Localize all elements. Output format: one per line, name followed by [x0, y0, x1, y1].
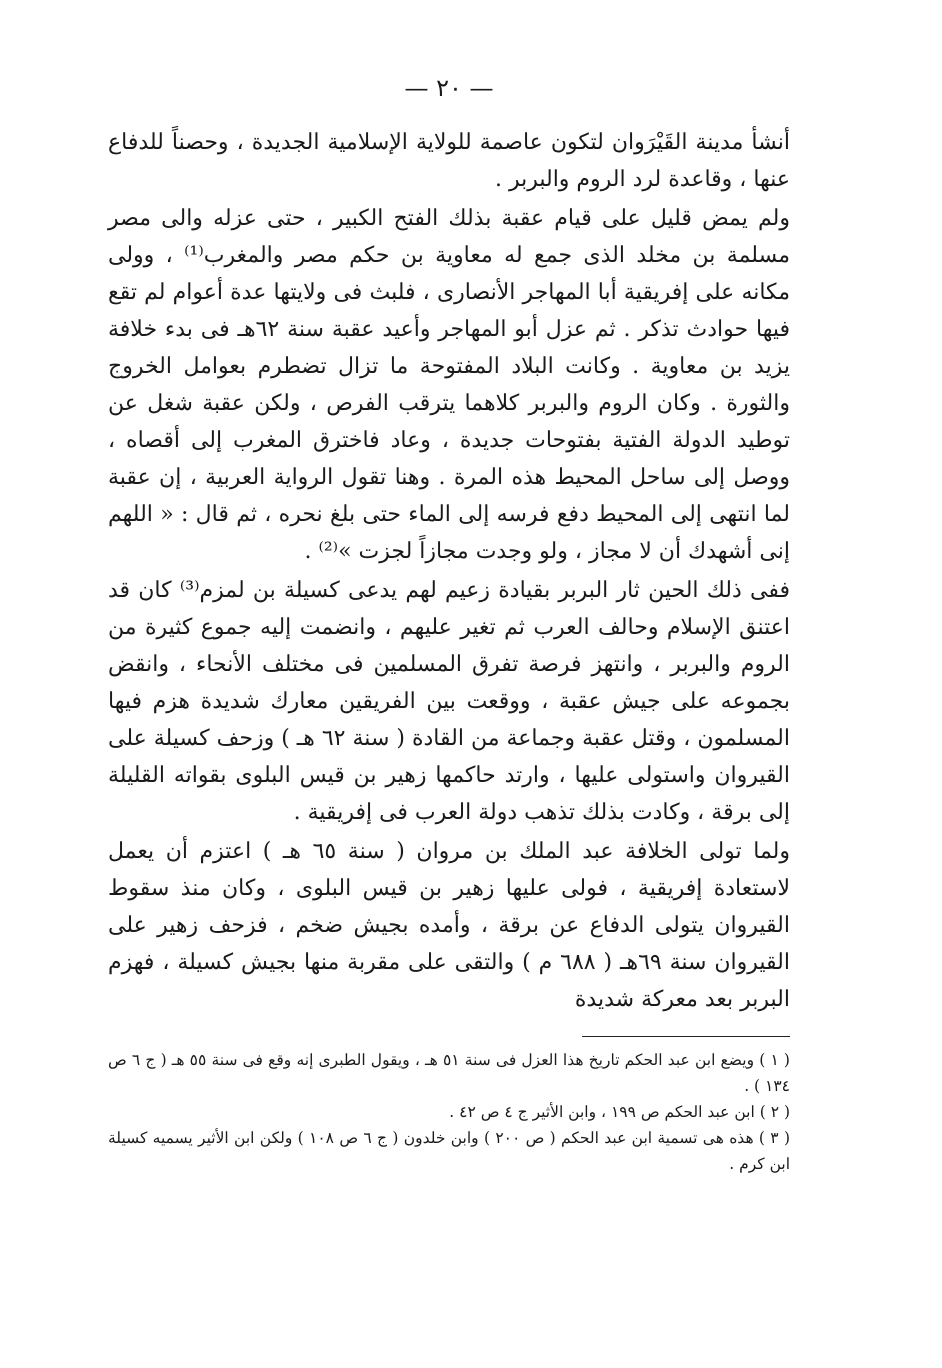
paragraph: ولم يمض قليل على قيام عقبة بذلك الفتح الكبير ، حتى عزله والى مصر مسلمة بن مخلد الذى جمع له معاوية بن حكم مصر والمغرب⁽¹⁾ ، وولى مكانه على إفريقية أبا المهاجر الأنصارى ، فلبث فى ولايتها عدة أعوام لم تقع فيها حوادث تذكر . ثم عزل أبو المهاجر وأعيد عقبة سنة ٦٢هـ فى بدء خلافة يزيد بن معاوية . وكانت البلاد المفتوحة ما تزال تضطرم بعوامل الخروج والثورة . وكان الروم والبربر كلاهما يترقب الفرص ، ولكن عقبة شغل عن توطيد الدولة الفتية بفتوحات جديدة ، وعاد فاخترق المغرب إلى أقصاه ، ووصل إلى ساحل المحيط هذه المرة . وهنا تقول الرواية العربية ، إن عقبة لما انتهى إلى المحيط دفع فرسه إلى الماء حتى بلغ نحره ، ثم قال : « اللهم إنى أشهدك أن لا مجاز ، ولو وجدت مجازاً لجزت »⁽²⁾ .: [108, 206, 791, 564]
body-text: [108, 124, 790, 1018]
paragraph: أنشأ مدينة القَيْرَوان لتكون عاصمة للولاية الإسلامية الجديدة ، وحصناً للدفاع عنها ، وقاعدة لرد الروم والبربر .: [108, 130, 790, 192]
paragraph: ولما تولى الخلافة عبد الملك بن مروان ( سنة ٦٥ هـ ) اعتزم أن يعمل لاستعادة إفريقية ، فولى عليها زهير بن قيس البلوى ، وكان منذ سقوط القيروان يتولى الدفاع عن برقة ، وأمده بجيش ضخم ، فزحف زهير على القيروان سنة ٦٩هـ ( ٦٨٨ م ) والتقى على مقربة منها بجيش كسيلة ، فهزم البربر بعد معركة شديدة: [108, 839, 791, 1012]
footnote-separator: [582, 1036, 790, 1037]
footnote: ( ٢ ) ابن عبد الحكم ص ١٩٩ ، وابن الأثير ج ٤ ص ٤٢ .: [449, 1103, 790, 1121]
footnotes: [108, 1047, 790, 1177]
document-page: [108, 70, 790, 1177]
footnote: ( ٣ ) هذه هى تسمية ابن عبد الحكم ( ص ٢٠٠ ) وابن خلدون ( ج ٦ ص ١٠٨ ) ولكن ابن الأثير يسميه كسيلة ابن كرم .: [108, 1129, 790, 1173]
footnote: ( ١ ) ويضع ابن عبد الحكم تاريخ هذا العزل فى سنة ٥١ هـ ، ويقول الطبرى إنه وقع فى سنة ٥٥ هـ ( ج ٦ ص ١٣٤ ) .: [108, 1051, 790, 1095]
paragraph: ففى ذلك الحين ثار البربر بقيادة زعيم لهم يدعى كسيلة بن لمزم⁽³⁾ كان قد اعتنق الإسلام وحالف العرب ثم تغير عليهم ، وانضمت إليه جموع كثيرة من الروم والبربر ، وانتهز فرصة تفرق المسلمين فى مختلف الأنحاء ، وانقض بجموعه على جيش عقبة ، ووقعت بين الفريقين معارك شديدة هزم فيها المسلمون ، وقتل عقبة وجماعة من القادة ( سنة ٦٢ هـ ) وزحف كسيلة على القيروان واستولى عليها ، وارتد حاكمها زهير بن قيس البلوى بقواته القليلة إلى برقة ، وكادت بذلك تذهب دولة العرب فى إفريقية .: [108, 578, 791, 825]
page-number: — ٢٠ —: [404, 74, 494, 102]
